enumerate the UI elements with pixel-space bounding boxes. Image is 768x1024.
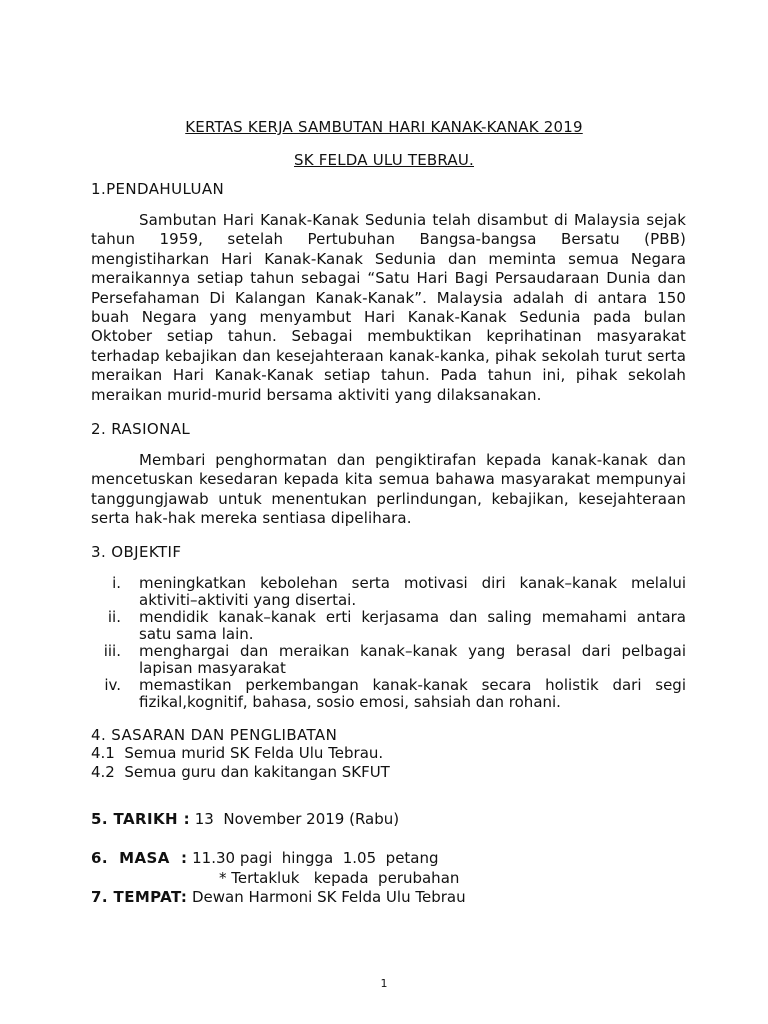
list-item-text: meningkatkan kebolehan serta motivasi diri kanak–kanak melalui aktiviti–aktiviti yang disertai.	[139, 574, 686, 609]
section-body-pendahuluan	[91, 211, 686, 405]
tempat-line	[91, 888, 466, 906]
rasional-text: Membari penghormatan dan pengiktirafan kepada kanak-kanak dan mencetuskan kesedaran kepada kita semua bahawa masyarakat mempunyai tanggungjawab untuk menentukan perlindungan, kebajikan, kesejahteraan serta hak-hak mereka sentiasa dipelihara.	[91, 451, 686, 528]
list-item-text: memastikan perkembangan kanak-kanak secara holistik dari segi fizikal,kognitif, bahasa, sosio emosi, sahsiah dan rohani.	[139, 676, 686, 711]
tarikh-line	[91, 810, 399, 828]
section-heading-pendahuluan: 1.PENDAHULUAN	[91, 180, 225, 198]
list-item-number: iii.	[103, 642, 121, 660]
list-item-number: iv.	[104, 676, 121, 694]
tempat-value: Dewan Harmoni SK Felda Ulu Tebrau	[187, 888, 466, 906]
tarikh-value: 13 November 2019 (Rabu)	[189, 810, 400, 828]
section-heading-rasional: 2. RASIONAL	[91, 420, 191, 438]
masa-label: 6. MASA :	[91, 849, 188, 867]
tarikh-label: 5. TARIKH :	[91, 810, 190, 828]
sasaran-item: 4.1 Semua murid SK Felda Ulu Tebrau.	[91, 744, 384, 762]
masa-value: 11.30 pagi hingga 1.05 petang	[187, 849, 439, 867]
tempat-label: 7. TEMPAT:	[91, 888, 188, 906]
document-title: KERTAS KERJA SAMBUTAN HARI KANAK-KANAK 2019	[185, 118, 583, 136]
list-item-text: mendidik kanak–kanak erti kerjasama dan saling memahami antara satu sama lain.	[139, 608, 686, 643]
sasaran-item: 4.2 Semua guru dan kakitangan SKFUT	[91, 763, 390, 781]
list-item-text: menghargai dan meraikan kanak–kanak yang berasal dari pelbagai lapisan masyarakat	[139, 642, 686, 677]
section-body-rasional	[91, 451, 686, 529]
document-subtitle: SK FELDA ULU TEBRAU.	[294, 151, 474, 169]
page-number: 1	[380, 977, 388, 990]
section-heading-objektif: 3. OBJEKTIF	[91, 543, 182, 561]
list-item-number: i.	[112, 574, 121, 592]
pendahuluan-text: Sambutan Hari Kanak-Kanak Sedunia telah disambut di Malaysia sejak tahun 1959, setelah Pertubuhan Bangsa-bangsa Bersatu (PBB) mengistiharkan Hari Kanak-Kanak Sedunia dan meminta semua Negara meraikannya setiap tahun sebagai “Satu Hari Bagi Persaudaraan Dunia dan Persefahaman Di Kalangan Kanak-Kanak”. Malaysia adalah di antara 150 buah Negara yang menyambut Hari Kanak-Kanak Sedunia pada bulan Oktober setiap tahun. Sebagai membuktikan keprihatinan masyarakat terhadap kebajikan dan kesejahteraan kanak-kanka, pihak sekolah turut serta meraikan Hari Kanak-Kanak setiap tahun. Pada tahun ini, pihak sekolah meraikan murid-murid bersama aktiviti yang dilaksanakan.	[91, 211, 686, 404]
masa-line	[91, 849, 439, 867]
section-heading-sasaran: 4. SASARAN DAN PENGLIBATAN	[91, 726, 338, 744]
list-item-number: ii.	[107, 608, 121, 626]
masa-note: * Tertakluk kepada perubahan	[219, 869, 460, 887]
